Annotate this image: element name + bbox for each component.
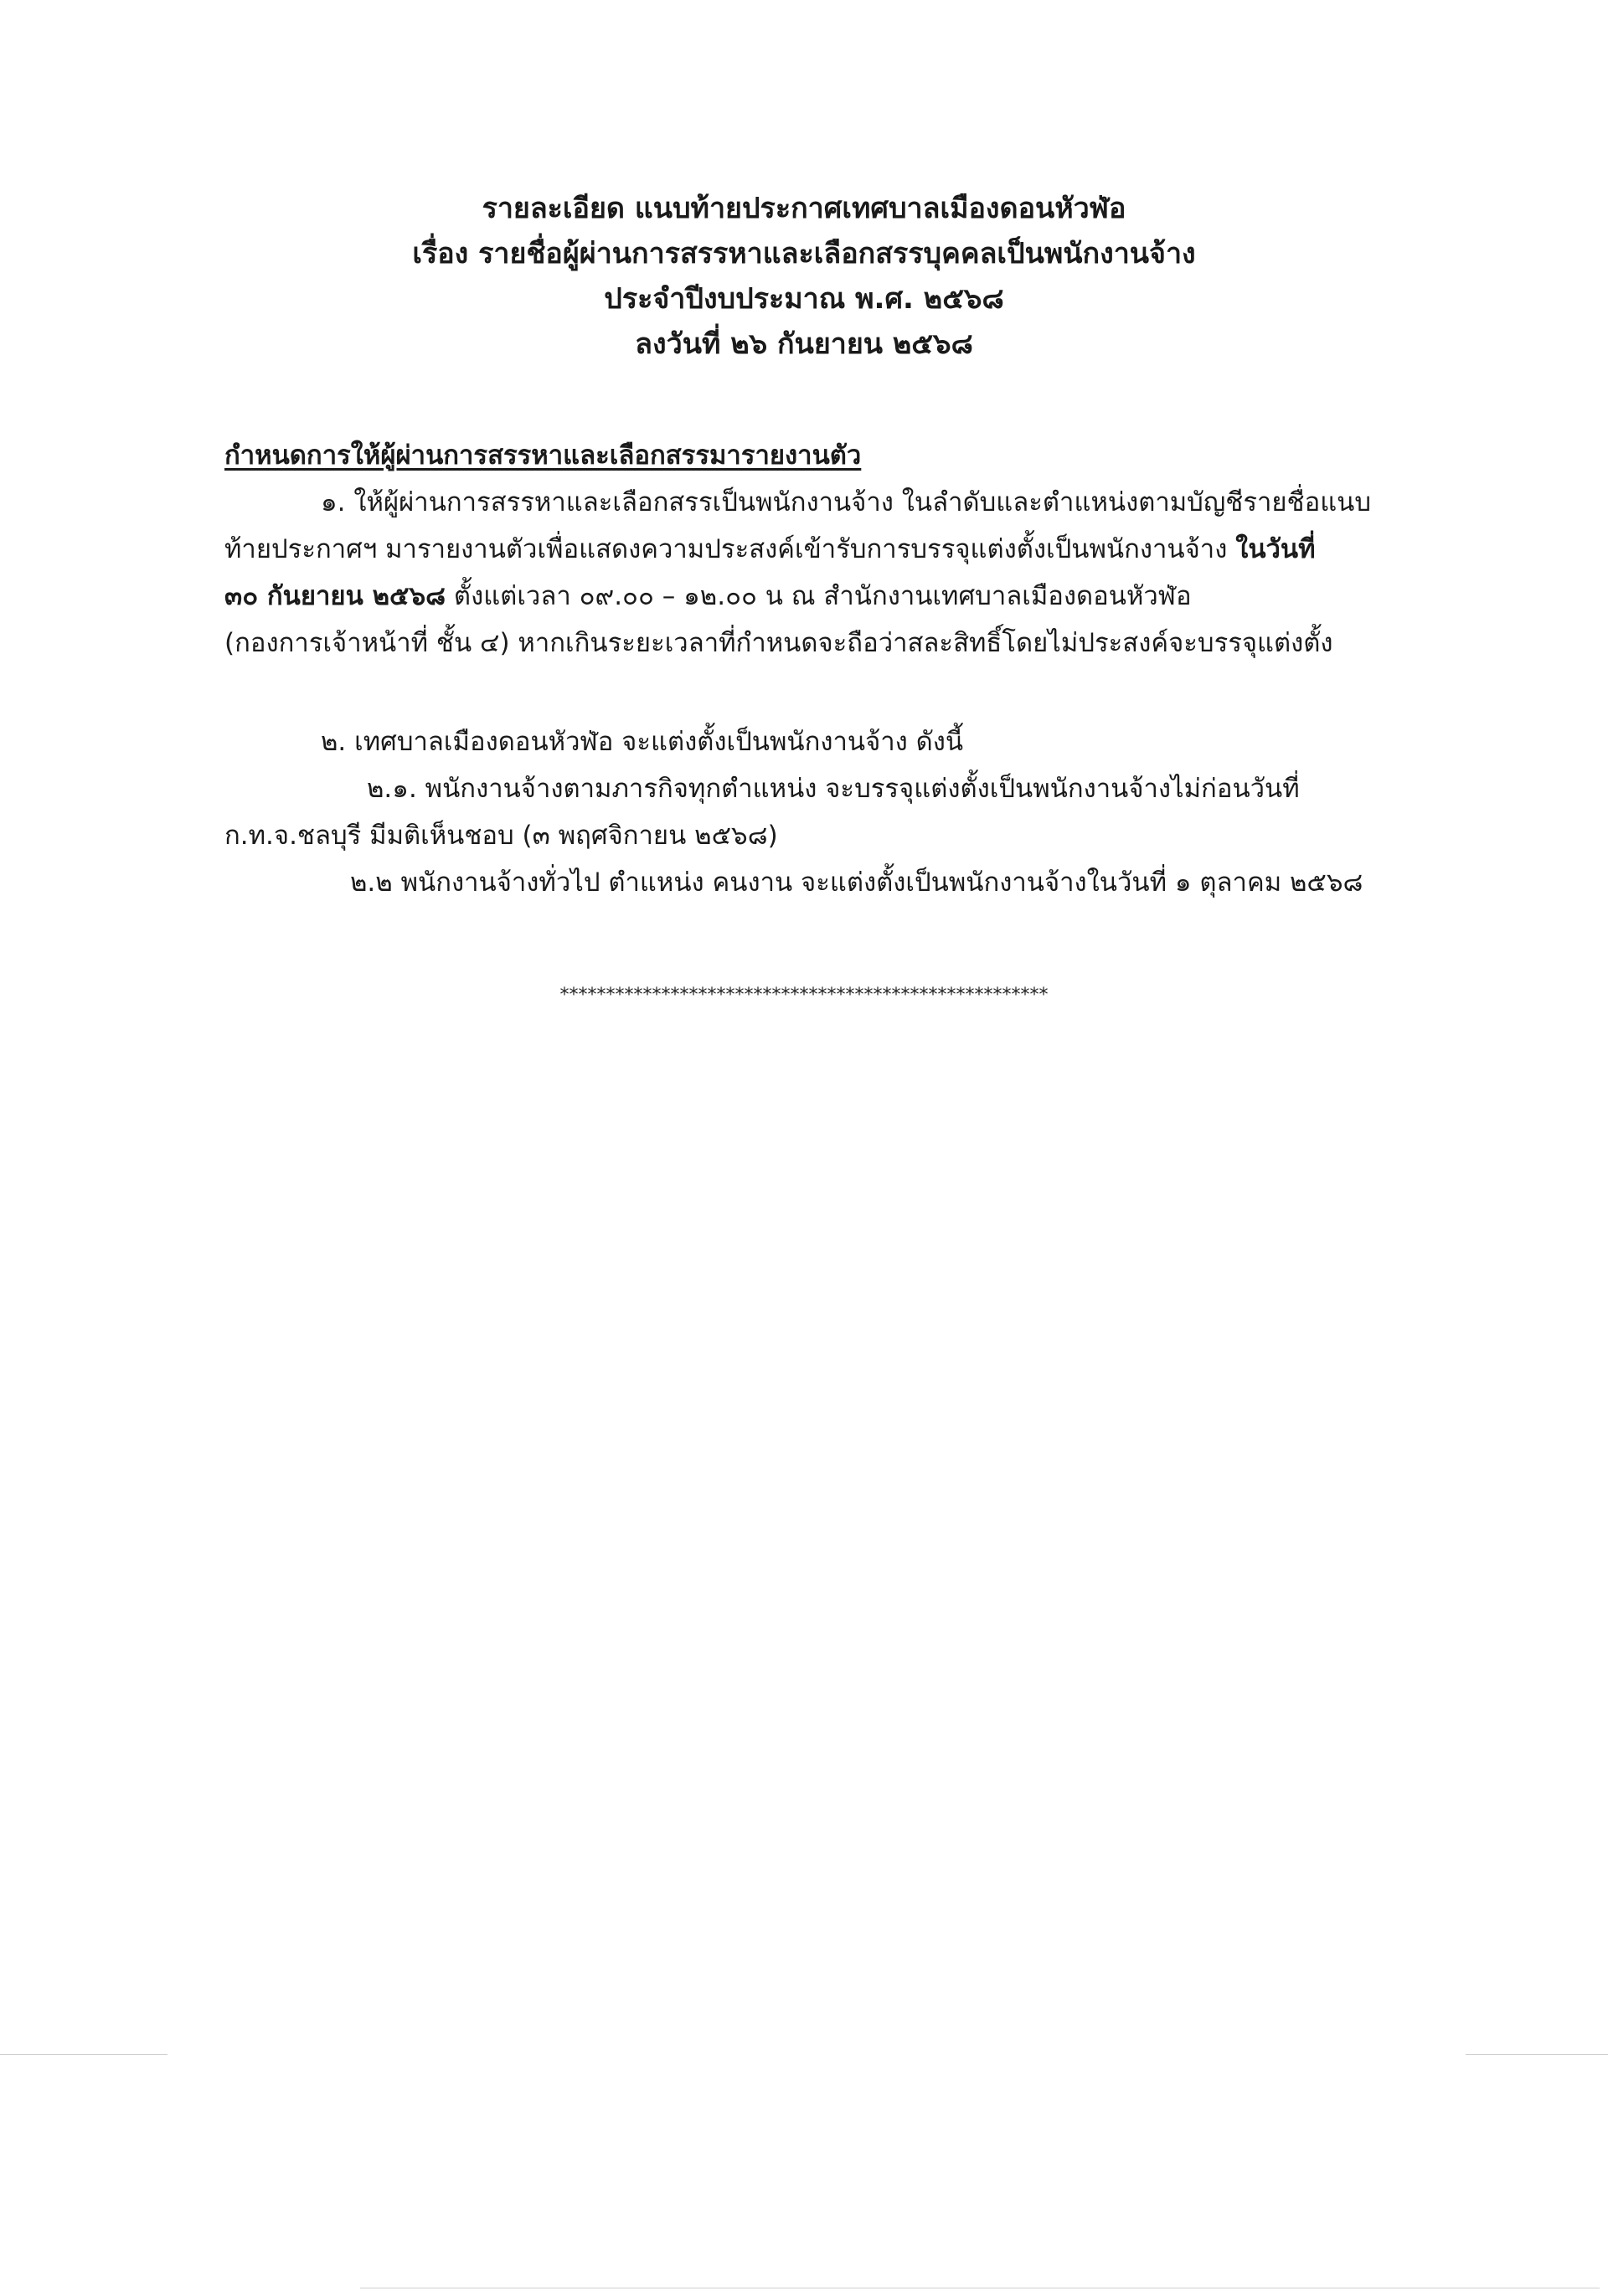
scan-artifact-line [0, 2054, 168, 2055]
item-2-intro: ๒. เทศบาลเมืองดอนหัวฬ่อ จะแต่งตั้งเป็นพนักงานจ้าง ดังนี้ [321, 727, 964, 757]
item-1-line-3 [224, 573, 1393, 620]
scan-artifact-line [1466, 2054, 1608, 2055]
item-1-line-4: (กองการเจ้าหน้าที่ ชั้น ๔) หากเกินระยะเวลาที่กำหนดจะถือว่าสละสิทธิ์โดยไม่ประสงค์จะบรรจุแต่งตั้ง [224, 628, 1333, 658]
item-2-sub-2: ๒.๒ พนักงานจ้างทั่วไป ตำแหน่ง คนงาน จะแต่งตั้งเป็นพนักงานจ้างในวันที่ ๑ ตุลาคม ๒๕๖๘ [350, 867, 1363, 898]
item-2-sub-1-line-2: ก.ท.จ.ชลบุรี มีมติเห็นชอบ (๓ พฤศจิกายน ๒๕๖๘) [224, 821, 778, 851]
item-2-sub-1-line-1: ๒.๑. พนักงานจ้างตามภารกิจทุกตำแหน่ง จะบรรจุแต่งตั้งเป็นพนักงานจ้างไม่ก่อนวันที่ [367, 774, 1300, 804]
item-1-line-2 [224, 526, 1393, 573]
item-1-date-bold: ๓๐ กันยายน ๒๕๖๘ [224, 581, 446, 611]
separator-stars: ***************************************************** [559, 985, 1049, 1006]
header-line-3: ประจำปีงบประมาณ พ.ศ. ๒๕๖๘ [604, 282, 1004, 316]
header-line-1: รายละเอียด แนบท้ายประกาศเทศบาลเมืองดอนหัวฬ่อ [482, 192, 1126, 225]
header-line-2: เรื่อง รายชื่อผู้ผ่านการสรรหาและเลือกสรรบุคคลเป็นพนักงานจ้าง [412, 237, 1196, 270]
header-line-4: ลงวันที่ ๒๖ กันยายน ๒๕๖๘ [635, 327, 973, 361]
item-1-line-3-text: ตั้งแต่เวลา ๐๙.๐๐ – ๑๒.๐๐ น ณ สำนักงานเทศบาลเมืองดอนหัวฬ่อ [446, 581, 1192, 611]
document-body [224, 432, 1393, 906]
item-1-line-1: ๑. ให้ผู้ผ่านการสรรหาและเลือกสรรเป็นพนักงานจ้าง ในลำดับและตำแหน่งตามบัญชีรายชื่อแนบ [321, 487, 1372, 517]
section-title: กำหนดการให้ผู้ผ่านการสรรหาและเลือกสรรมารายงานตัว [224, 440, 862, 471]
item-1-line-2-text: ท้ายประกาศฯ มารายงานตัวเพื่อแสดงความประสงค์เข้ารับการบรรจุแต่งตั้งเป็นพนักงานจ้าง [224, 534, 1236, 564]
document-header [0, 186, 1608, 367]
item-1 [224, 479, 1393, 667]
item-1-line-2-bold: ในวันที่ [1235, 534, 1316, 564]
item-2 [224, 718, 1393, 906]
